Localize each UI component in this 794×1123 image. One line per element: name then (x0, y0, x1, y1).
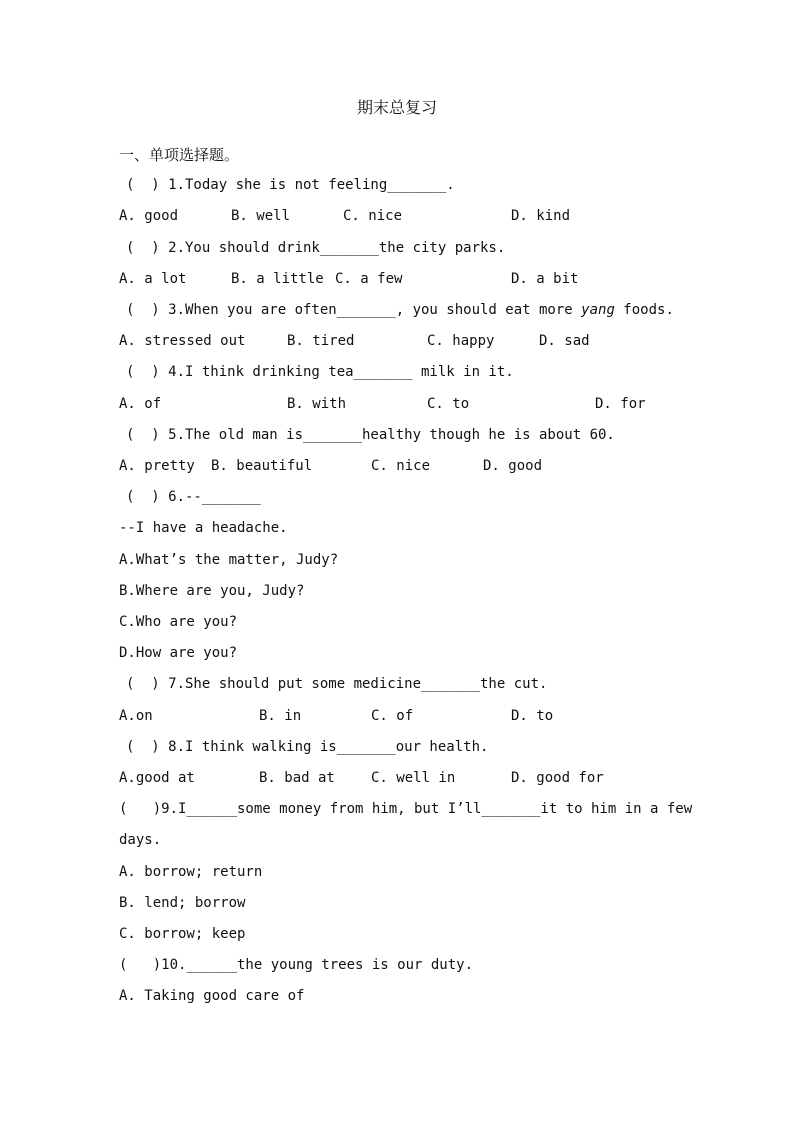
question-6-option-a: A.What’s the matter, Judy? (119, 552, 339, 568)
option-c: C. to (427, 396, 470, 412)
option-d: D. for (595, 396, 646, 412)
option-c: C. happy (427, 333, 495, 349)
question-6-option-b: B.Where are you, Judy? (119, 583, 305, 599)
question-10-option-a: A. Taking good care of (119, 988, 305, 1004)
question-9-option-a: A. borrow; return (119, 864, 263, 880)
option-d: D. a bit (511, 271, 579, 287)
option-a: A. stressed out (119, 333, 246, 349)
option-b: B. tired (287, 333, 355, 349)
option-c: C. nice (343, 208, 403, 224)
question-1: ( ) 1.Today she is not feeling_______. (126, 177, 455, 193)
option-b: B. in (259, 708, 302, 724)
question-6-reply: --I have a headache. (119, 520, 288, 536)
option-a: A.good at (119, 770, 195, 786)
question-3-stem-start: ( ) 3.When you are often_______, you should eat more (126, 302, 582, 318)
option-b: B. bad at (259, 770, 335, 786)
question-9-continued: days. (119, 832, 162, 848)
section-heading: 一、单项选择题。 (119, 146, 240, 164)
option-c: C. a few (335, 271, 403, 287)
option-b: B. a little (231, 271, 324, 287)
question-8: ( ) 8.I think walking is_______our health. (126, 739, 489, 755)
option-d: D. kind (511, 208, 571, 224)
option-d: D. sad (539, 333, 590, 349)
question-3 (126, 301, 674, 319)
question-6: ( ) 6.--_______ (126, 489, 261, 505)
option-b: B. well (231, 208, 291, 224)
question-9-option-b: B. lend; borrow (119, 895, 246, 911)
question-6-option-c: C.Who are you? (119, 614, 238, 630)
question-7: ( ) 7.She should put some medicine_______the cut. (126, 676, 548, 692)
question-5: ( ) 5.The old man is_______healthy though he is about 60. (126, 427, 615, 443)
question-4: ( ) 4.I think drinking tea_______ milk in it. (126, 364, 514, 380)
option-c: C. well in (371, 770, 456, 786)
question-3-stem-end: foods. (614, 302, 674, 318)
option-a: A.on (119, 708, 153, 724)
option-a: A. a lot (119, 271, 187, 287)
question-9-option-c: C. borrow; keep (119, 926, 246, 942)
question-3-emphasis: yang (581, 302, 615, 318)
question-10: ( )10.______the young trees is our duty. (119, 957, 474, 973)
option-d: D. good for (511, 770, 604, 786)
option-d: D. good (483, 458, 543, 474)
question-2: ( ) 2.You should drink_______the city parks. (126, 240, 506, 256)
option-a: A. of (119, 396, 162, 412)
option-c: C. nice (371, 458, 431, 474)
option-c: C. of (371, 708, 414, 724)
option-a: A. pretty (119, 458, 195, 474)
question-6-option-d: D.How are you? (119, 645, 238, 661)
option-a: A. good (119, 208, 179, 224)
question-9: ( )9.I______some money from him, but I’ll_______it to him in a few (119, 801, 693, 817)
page-title: 期末总复习 (356, 98, 437, 117)
option-d: D. to (511, 708, 554, 724)
option-b: B. with (287, 396, 347, 412)
option-b: B. beautiful (211, 458, 313, 474)
